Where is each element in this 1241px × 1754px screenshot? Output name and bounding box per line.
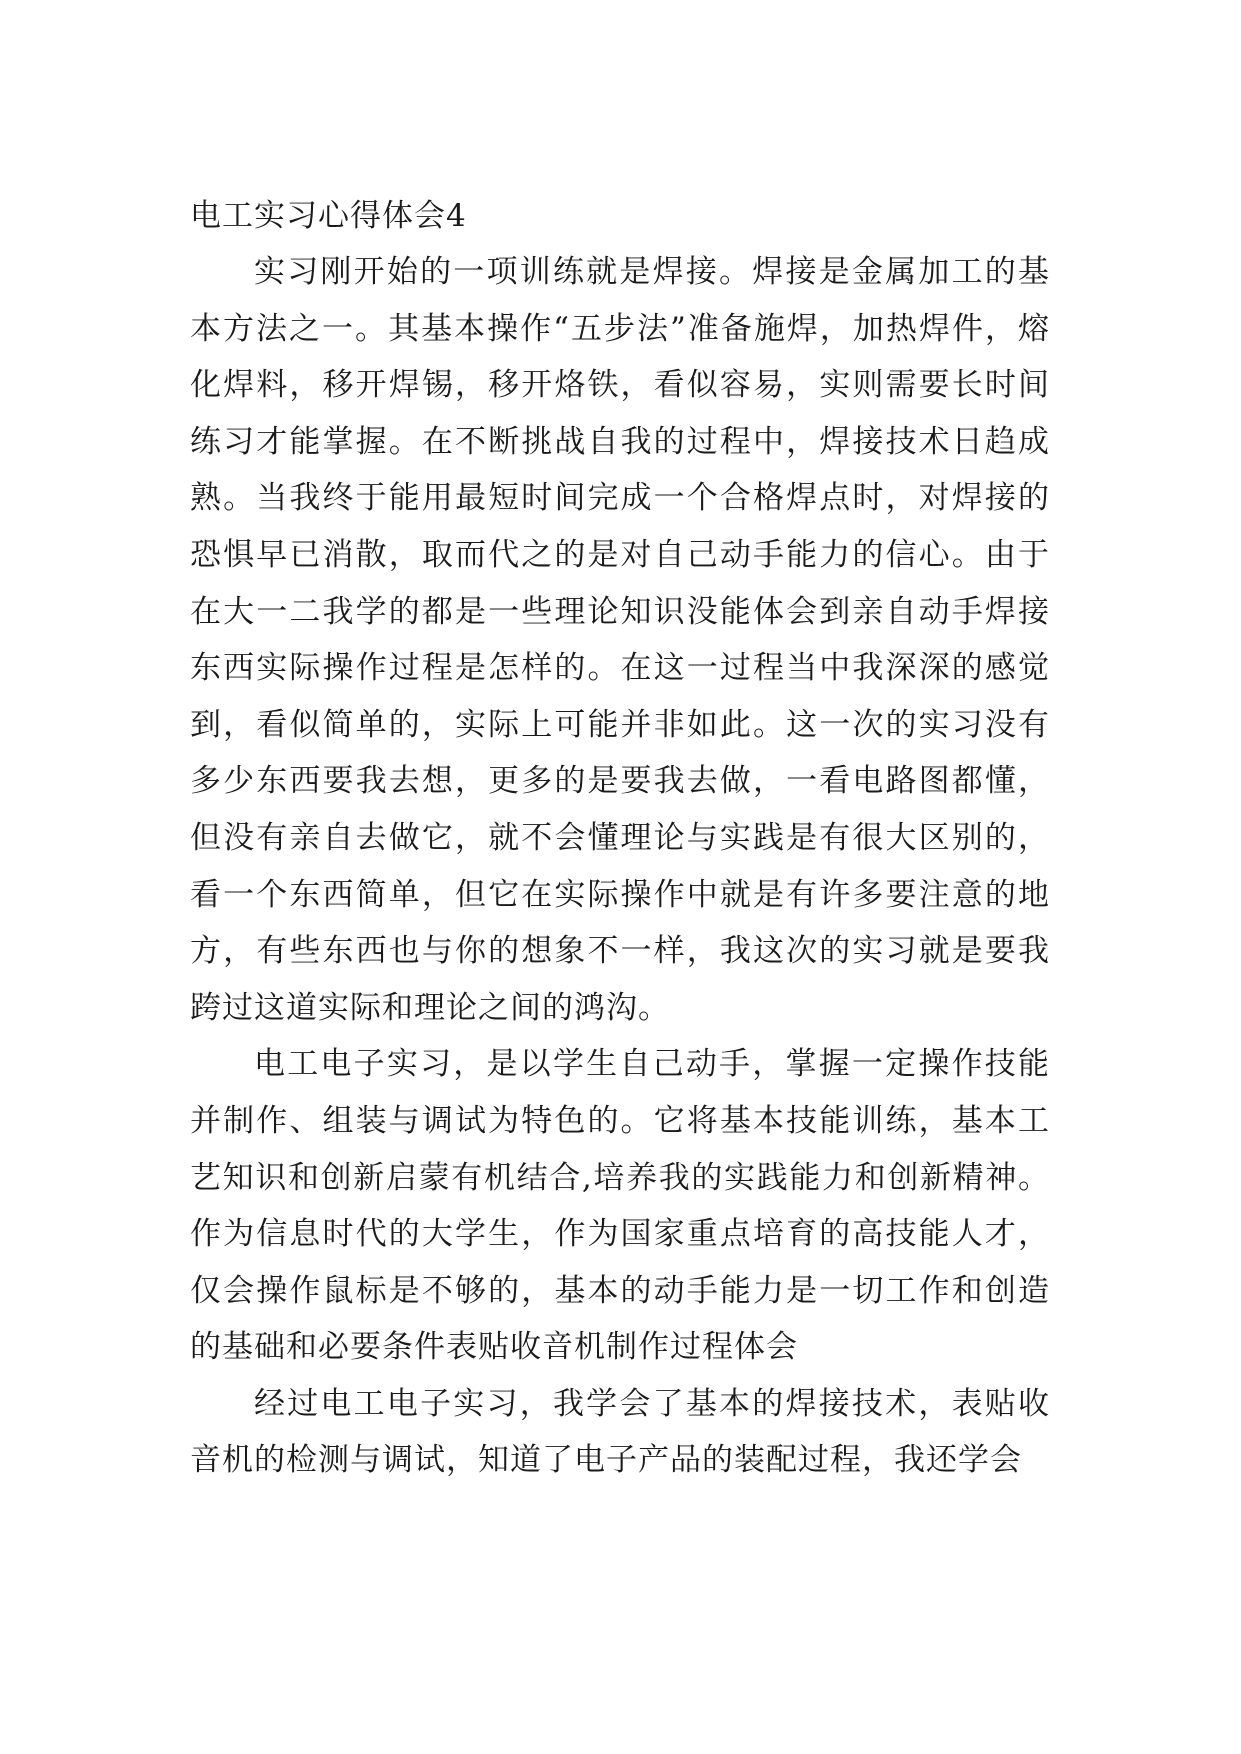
paragraph-summary: 经过电工电子实习，我学会了基本的焊接技术，表贴收音机的检测与调试，知道了电子产品的装配过程，我还学会	[190, 1385, 1050, 1479]
paragraph-electronics-practice: 电工电子实习，是以学生自己动手，掌握一定操作技能并制作、组装与调试为特色的。它将基本技能训练，基本工艺知识和创新启蒙有机结合,培养我的实践能力和创新精神。作为信息时代的大学生，作为国家重点培育的高技能人才，仅会操作鼠标是不够的，基本的动手能力是一切工作和创造的基础和必要条件表贴收音机制作过程体会	[190, 1046, 1050, 1366]
document-title: 电工实习心得体会4	[190, 198, 467, 234]
paragraph-welding: 实习刚开始的一项训练就是焊接。焊接是金属加工的基本方法之一。其基本操作“五步法”准备施焊，加热焊件，熔化焊料，移开焊锡，移开烙铁，看似容易，实则需要长时间练习才能掌握。在不断挑战自我的过程中，焊接技术日趋成熟。当我终于能用最短时间完成一个合格焊点时，对焊接的恐惧早已消散，取而代之的是对自己动手能力的信心。由于在大一二我学的都是一些理论知识没能体会到亲自动手焊接东西实际操作过程是怎样的。在这一过程当中我深深的感觉到，看似简单的，实际上可能并非如此。这一次的实习没有多少东西要我去想，更多的是要我去做，一看电路图都懂，但没有亲自去做它，就不会懂理论与实践是有很大区别的，看一个东西简单，但它在实际操作中就是有许多要注意的地方，有些东西也与你的想象不一样，我这次的实习就是要我跨过这道实际和理论之间的鸿沟。	[190, 254, 1050, 1026]
document-page	[190, 188, 1050, 1489]
